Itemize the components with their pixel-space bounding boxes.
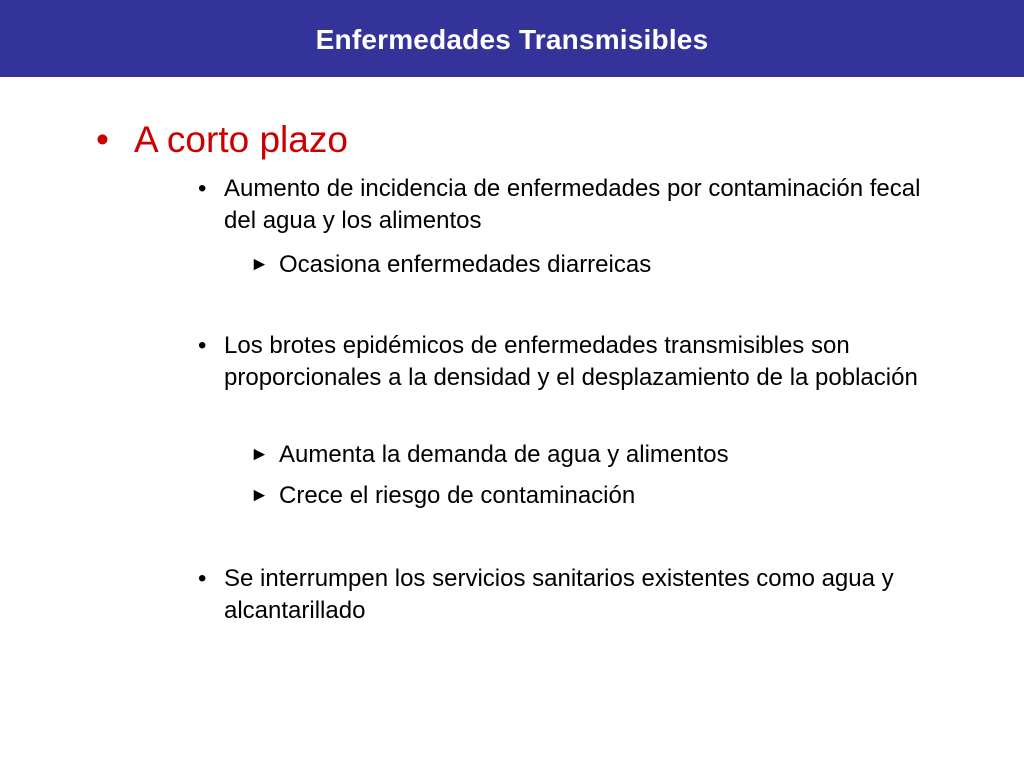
- arrow-icon: ►: [250, 254, 269, 275]
- heading-bullet: •: [96, 119, 109, 160]
- sub-bullet-text: Aumenta la demanda de agua y alimentos: [279, 441, 729, 468]
- bullet-text: Los brotes epidémicos de enfermedades transmisibles son proporcionales a la densidad y el desplazamiento de la población: [224, 332, 918, 391]
- bullet: •: [198, 565, 207, 592]
- arrow-icon: ►: [250, 444, 269, 465]
- sub-bullet-text: Ocasiona enfermedades diarreicas: [279, 251, 652, 278]
- bullet: •: [198, 332, 207, 359]
- heading-text: A corto plazo: [134, 119, 348, 160]
- title-bar: [0, 0, 1024, 77]
- bullet-text: Aumento de incidencia de enfermedades por contaminación fecal del agua y los alimentos: [224, 175, 921, 234]
- arrow-icon: ►: [250, 485, 269, 506]
- sub-bullet-text: Crece el riesgo de contaminación: [279, 482, 636, 509]
- bullet-text: Se interrumpen los servicios sanitarios existentes como agua y alcantarillado: [224, 565, 894, 624]
- bullet: •: [198, 175, 207, 202]
- slide-title: Enfermedades Transmisibles: [315, 23, 709, 55]
